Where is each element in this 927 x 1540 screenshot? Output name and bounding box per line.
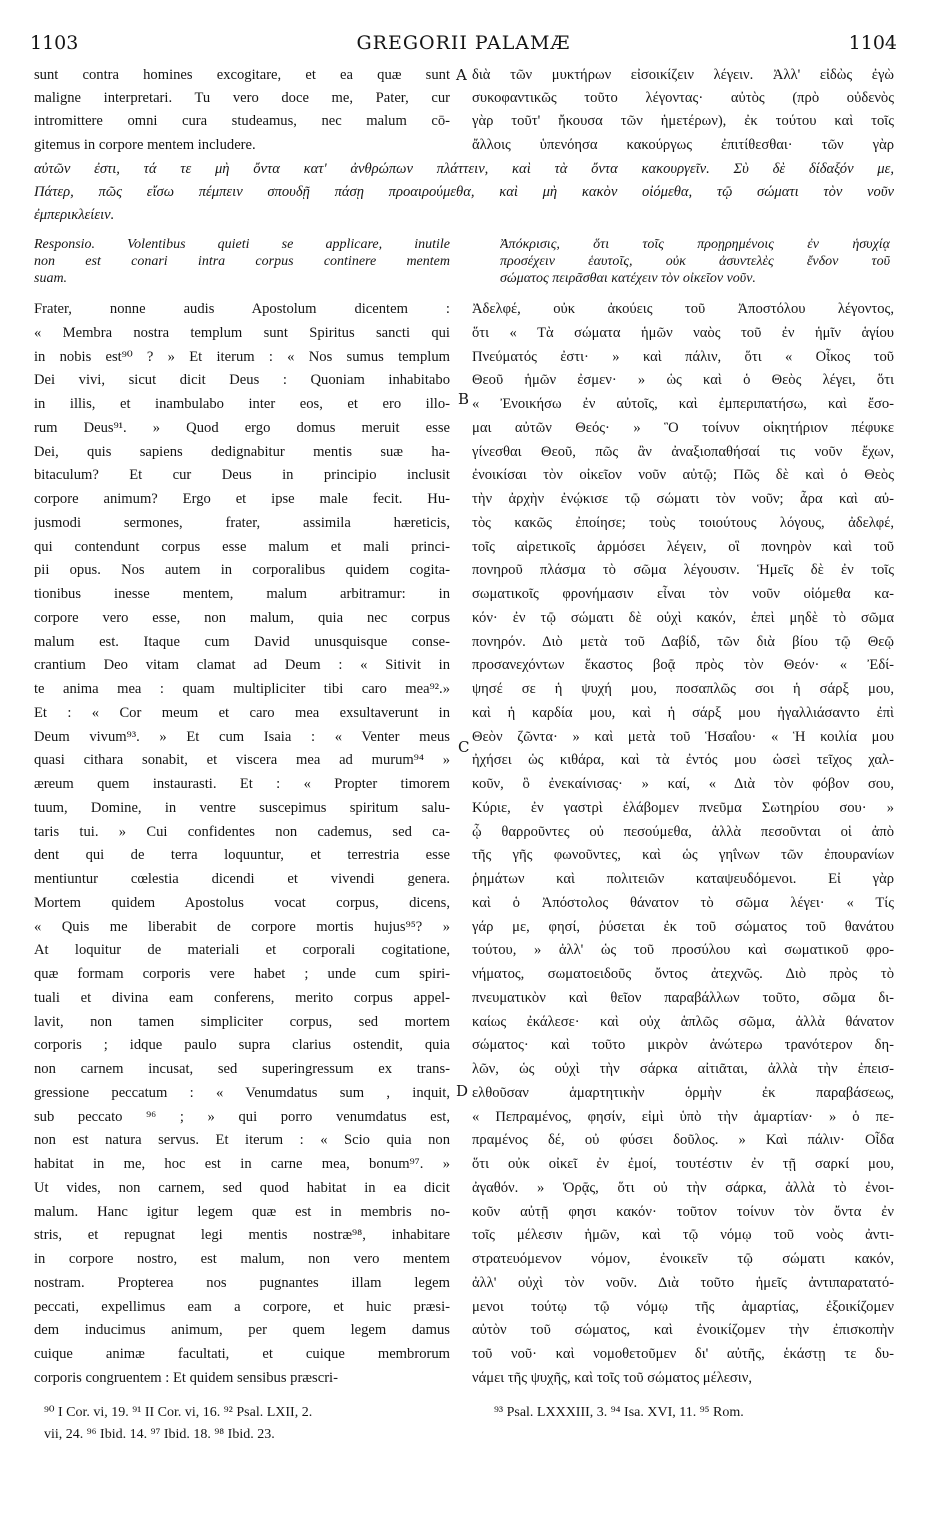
greek-question-continuation (34, 158, 894, 228)
text-line: σωματικοῖς φρονήμασιν εἶναι τὸν νοῦν οἰόμεθα κα- (472, 586, 894, 602)
text-line: καὶ ὁ Ἀπόστολος θάνατον τὸ σῶμα λέγει· « Τίς (472, 894, 894, 911)
text-line: pii opus. Nos autem in corporalibus quidem cogita- (34, 562, 450, 579)
text-line: Et : « Cor meum et caro mea exsultaverunt in (34, 704, 450, 721)
text-line: intromittere omni cura studeamus, nec malum cō- (34, 113, 450, 130)
text-line: dem inducimus animum, per quem legem damus (34, 1322, 450, 1339)
text-line: sub peccato ⁹⁶ ; » qui porro venumdatus est, (34, 1108, 450, 1125)
text-line: τοῦ νοῦ· καὶ νομοθετοῦμεν δι' αὐτῆς, ἑκάστῃ τε δυ- (472, 1346, 894, 1362)
text-line: νήματος, σωματοειδοῦς ὄντος ἀτεχνῶς. Διὸ πρὸς τὸ (472, 966, 894, 982)
text-line: ῥημάτων καὶ πολιτειῶν καταψευδόμενοι. Εἰ γὰρ (472, 871, 894, 887)
text-line: στρατευόμενον νόμον, ἐνοικεῖν τῷ σώματι κακόν, (472, 1251, 894, 1267)
text-line: γάρ με, φησί, ῥύσεται ἐκ τοῦ σώματος τοῦ θανάτου (472, 918, 894, 935)
text-line: ἀλλ' οὐχὶ τὸν νοῦν. Διὰ τοῦτο ἡμεῖς ἀντιπαρατατό- (472, 1274, 894, 1291)
text-line: Responsio. Volentibus quieti se applicare, inutile (34, 237, 450, 252)
text-line: τοῖς αἱρετικοῖς ἁρμόσει λέγειν, οἳ πονηρὸν καὶ τοῦ (472, 538, 894, 555)
text-line: corporis ; idque paulo supra clarius ostendit, quia (34, 1037, 450, 1054)
text-line: Ἀπόκρισις, ὅτι τοῖς προῃρημένοις ἐν ἡσυχίᾳ (500, 237, 890, 252)
text-line: stris, et repugnat legi mentis nostræ⁹⁸, inhabitare (34, 1227, 450, 1244)
text-line: καὶ ἡ καρδία μου, καὶ ἡ σάρξ μου ἠγαλλιάσαντο ἐπὶ (472, 704, 894, 721)
text-line: λῶν, ὡς οὐχὶ τὴν σάρκα αἰτιᾶται, ἀλλὰ τὴν ἐπεισ- (472, 1061, 894, 1077)
text-line: ᾧ θαρροῦντες οὐ πεσούμεθα, ἀλλὰ πεσοῦνται οἱ ἀπὸ (472, 823, 894, 840)
text-line: malum. Hanc igitur legem quæ est in membris no- (34, 1203, 450, 1220)
text-line: taris tui. » Cui confidentes non cademus, sed ca- (34, 823, 450, 840)
text-line: προσέχειν ἑαυτοῖς, οὐκ ἀσυντελὲς ἔνδον τοῦ (500, 254, 890, 269)
text-line: mentiuntur cœlestia dicendi et vivendi genera. (34, 871, 450, 887)
text-line: tuali et divina eam conferens, merito corpus appel- (34, 989, 450, 1006)
greek-top-paragraph (472, 64, 894, 157)
text-line: ὅτι « Τὰ σώματα ἡμῶν ναὸς τοῦ ἐν ἡμῖν ἁγίου (472, 324, 894, 341)
text-line: Θεὸν ζῶντα· » καὶ μετὰ τοῦ Ἡσαΐου· « Ἡ κοιλία μου (472, 728, 894, 745)
margin-letter-c: C (458, 738, 470, 756)
text-line: nostram. Propterea nos pugnantes illam legem (34, 1274, 450, 1291)
text-line: in illis, et inambulabo inter eos, et ero illo- (34, 396, 450, 412)
text-line: corporis congruentem : Et quidem sensibus præscri- (34, 1369, 338, 1386)
text-line: αὐτῶν ἐστι, τά τε μὴ ὄντα κατ' ἀνθρώπων πλάττειν, καὶ τὰ ὄντα κακουργεῖν. Σὺ δὲ δίδαξόν με, (34, 161, 894, 177)
text-line: γίνεσθαι Θεοῦ, πῶς ἂν ἀναξιοπαθήσαί τις νοῦν ἔχων, (472, 443, 894, 460)
text-line: in corpore nostro, est malum, non vero mentem (34, 1251, 450, 1267)
text-line: προσανεχόντων ἕκαστος βοᾷ πρὸς τὸν Θεόν· « Ἐδί- (472, 657, 894, 674)
text-line: κόν· ἐν τῷ σώματι δὲ οὐχὶ κακόν, ἐπεὶ μηδὲ τὸ σῶμα (472, 609, 894, 626)
text-line: τοῖς μέλεσιν ἡμῶν, καὶ τῷ νόμῳ τοῦ νοὸς ἀντι- (472, 1227, 894, 1244)
text-line: ἠχήσει ὡς κιθάρα, καὶ τὰ ἐντός μου ὡσεὶ τεῖχος χαλ- (472, 752, 894, 769)
text-line: κοῦν, ὃ ἐνεκαίνισας· » καί, « Διὰ τὸν φόβον σου, (472, 776, 894, 792)
text-line: αὐτὸν τοῦ σώματος, καὶ ἐνοικίζομεν τὴν ἐπισκοπὴν (472, 1322, 894, 1339)
text-line: καίως ἐκάλεσε· καὶ οὐχ ἁπλῶς σῶμα, ἀλλὰ θάνατον (472, 1013, 894, 1030)
text-line: Ut vides, non carnem, sed quod habitat in ea dicit (34, 1179, 450, 1196)
text-line: te anima mea : quam multipliciter tibi caro mea⁹².» (34, 681, 450, 697)
text-line: corpore vero esse, non malum, quia nec corpus (34, 609, 450, 626)
text-line: πονηρόν. Διὸ μετὰ τοῦ Δαβίδ, τῶν διὰ βίου τῷ Θεῷ (472, 633, 894, 650)
text-line: τούτου, » ἀλλ' ὡς τοῦ προσύλου καὶ σωματικοῦ φρο- (472, 942, 894, 959)
text-line: μαι αὐτῶν Θεός· » Ὃ τοίνυν οἰκητήριον πέφυκε (472, 419, 894, 436)
text-line: συκοφαντικῶς τοῦτο λέγοντας· αὐτὸς (πρὸ οὐδενὸς (472, 90, 894, 107)
text-line: ἀγαθόν. » Ὁρᾷς, ὅτι οὐ τὴν σάρκα, ἀλλὰ τὸ ἐνοι- (472, 1179, 894, 1196)
text-line: τὸς κακῶς ἐποίησε; τοὺς τοιούτους λόγους, ἀδελφέ, (472, 514, 894, 531)
running-title: GREGORII PALAMÆ (356, 32, 571, 54)
text-line: νάμει τῆς ψυχῆς, καὶ τοῖς τοῦ σώματος μέλεσιν, (472, 1369, 752, 1386)
page-header (30, 32, 897, 62)
margin-letter-d: D (456, 1082, 469, 1100)
text-line: non est natura servus. Et iterum : « Scio quia non (34, 1132, 450, 1149)
text-line: « Πεπραμένος, φησίν, εἰμὶ ὑπὸ τὴν ἁμαρτίαν· » ὁ πε- (472, 1108, 894, 1125)
text-line: « Membra nostra templum sunt Spiritus sancti qui (34, 324, 450, 341)
text-line: lavit, non tamen simpliciter corpus, sed mortem (34, 1013, 450, 1030)
text-line: ἐνοικίσαι τὸν οἰκεῖον νοῦν αὐτῷ; Πῶς δὲ καὶ ὁ Θεὸς (472, 467, 894, 484)
text-line: πνευματικὸν καὶ θεῖον παραβάλλων τοῦτο, σῶμα δι- (472, 989, 894, 1006)
text-line: Dei vivi, sicut dicit Deus : Quoniam inhabitabo (34, 372, 450, 389)
text-line: Ἀδελφέ, οὐκ ἀκούεις τοῦ Ἀποστόλου λέγοντος, (472, 301, 894, 317)
text-line: τῆς γῆς φωνοῦντες, καὶ ὡς γηΐνων τῶν ἐπουρανίων (472, 847, 894, 864)
text-line: Dei, quis sapiens dedignabitur mentis suæ ha- (34, 443, 450, 460)
text-line: κοῦν αὐτῇ φησι κακόν· τοῦτον τοίνυν τὸν ὄντα ἐν (472, 1203, 894, 1220)
margin-letter-a: A (456, 66, 467, 84)
page-number-left: 1103 (30, 32, 79, 54)
text-line: cuique animæ facultati, et cuique membrorum (34, 1346, 450, 1362)
text-line: dent qui de terra loquuntur, et terrestria esse (34, 847, 450, 864)
text-line: sunt contra homines excogitare, et ea quæ sunt (34, 67, 450, 83)
greek-response-heading (500, 236, 890, 287)
text-line: ⁹³ Psal. LXXXIII, 3. ⁹⁴ Isa. XVI, 11. ⁹⁵ Rom. (494, 1405, 744, 1420)
text-line: ἄλλοις ὑπενόησα κακούργως ἐπιτίθεσθαι· τῶν γὰρ (472, 136, 894, 153)
text-line: « Ἐνοικήσω ἐν αὐτοῖς, καὶ ἐμπεριπατήσω, καὶ ἔσο- (472, 396, 894, 412)
text-line: gitemus in corpore mentem includere. (34, 136, 256, 153)
text-line: « Quis me liberabit de corpore mortis hujus⁹⁵? » (34, 918, 450, 935)
text-line: non carnem incusat, sed superingressum ex trans- (34, 1061, 450, 1077)
text-line: Mortem quidem Apostolus vocat corpus, dicens, (34, 894, 450, 911)
text-line: ὅτι οὐκ οἰκεῖ ἐν ἐμοί, τουτέστιν ἐν τῇ σαρκί μου, (472, 1156, 894, 1172)
text-line: qui contendunt corpus esse malum et mali princi- (34, 538, 450, 555)
text-line: At loquitur de materiali et corporali cogitatione, (34, 942, 450, 959)
page-number-right: 1104 (848, 32, 897, 54)
text-line: suam. (34, 271, 68, 286)
text-line: Θεοῦ ἡμῶν ἐσμεν· » ὡς καὶ ὁ Θεὸς λέγει, ὅτι (472, 372, 894, 389)
text-line: ἐμπερικλείειν. (34, 207, 115, 224)
text-line: jusmodi sermones, frater, assimila hæreticis, (34, 514, 450, 531)
latin-top-paragraph (34, 64, 450, 157)
text-line: rum Deus⁹¹. » Quod ergo domus meruit esse (34, 419, 450, 436)
text-line: in nobis est⁹⁰ ? » Et iterum : « Nos sumus templum (34, 348, 450, 365)
text-line: vii, 24. ⁹⁶ Ibid. 14. ⁹⁷ Ibid. 18. ⁹⁸ Ibid. 23. (44, 1427, 275, 1442)
text-line: πραμένος δέ, οὐ φύσει δοῦλος. » Καὶ πάλιν· Οἶδα (472, 1132, 894, 1149)
text-line: gressione peccatum : « Venumdatus sum , inquit, (34, 1084, 450, 1101)
text-line: maligne interpretari. Tu vero doce me, Pater, cur (34, 90, 450, 107)
latin-response-heading (34, 236, 450, 287)
latin-body-text (34, 298, 450, 1391)
text-line: πονηροῦ πλάσμα τὸ σῶμα λέγουσιν. Ἡμεῖς δὲ ἐν τοῖς (472, 562, 894, 579)
greek-body-text (472, 298, 894, 1391)
text-line: γὰρ τοῦτ' ἤκουσα τῶν ἡμετέρων), ἐκ τούτου καὶ τοῖς (472, 113, 894, 130)
text-line: habitat in me, hoc est in carne mea, bonum⁹⁷. » (34, 1156, 450, 1172)
text-line: σώματος πειρᾶσθαι κατέχειν τὸν οἰκεῖον νοῦν. (500, 271, 756, 286)
text-line: quæ formam corporis vere habet ; unde cum spiri- (34, 966, 450, 982)
text-line: ⁹⁰ I Cor. vi, 19. ⁹¹ II Cor. vi, 16. ⁹² Psal. LXII, 2. (44, 1405, 313, 1420)
text-line: Κύριε, ἐν γαστρὶ ἐλάβομεν πνεῦμα Σωτηρίου σου· » (472, 799, 894, 816)
text-line: Πνεύματός ἐστι· » καὶ πάλιν, ὅτι « Οἶκος τοῦ (472, 348, 894, 365)
text-line: peccati, expellimus eam a corpore, et huic præsi- (34, 1298, 450, 1315)
text-line: Frater, nonne audis Apostolum dicentem : (34, 301, 450, 317)
text-line: crantium Deo vitam clamat ad Deum : « Sitivit in (34, 657, 450, 674)
footnotes-right (494, 1402, 904, 1424)
margin-letter-b: B (458, 390, 470, 408)
text-line: ψησέ σε ἡ ψυχή μου, ποσαπλῶς σοι ἡ σάρξ μου, (472, 681, 894, 697)
text-line: σώματος· καὶ τοῦτο μικρὸν ἀνώτερω τρανότερον δη- (472, 1037, 894, 1054)
text-line: μενοι τούτῳ τῷ νόμῳ τῆς ἁμαρτίας, ἐξοικίζομεν (472, 1298, 894, 1315)
text-line: Deum vivum⁹³. » Et cum Isaia : « Venter meus (34, 728, 450, 745)
text-line: quasi cithara sonabit, et viscera mea ad murum⁹⁴ » (34, 752, 450, 769)
text-line: tionibus inesse mentem, malum arbitramur: in (34, 586, 450, 602)
text-line: ελθοῦσαν ἁμαρτητικὴν ὁρμὴν ἐκ παραβάσεως, (472, 1084, 894, 1101)
text-line: malum est. Itaque cum David unusquisque conse- (34, 633, 450, 650)
text-line: non est conari intra corpus continere mentem (34, 254, 450, 269)
text-line: bitaculum? Et cur Deus in principio inclusit (34, 467, 450, 484)
text-line: διὰ τῶν μυκτήρων εἰσοικίζειν λέγειν. Ἀλλ' εἰδὼς ἐγὼ (472, 67, 894, 83)
text-line: Πάτερ, πῶς εἴσω πέμπειν σπουδῇ πάσῃ προαιρούμεθα, καὶ μὴ κακὸν οἰόμεθα, τῷ σώματι τὸν νοῦν (34, 184, 894, 201)
footnotes-left (44, 1402, 464, 1446)
text-line: corpore animum? Ergo et ipse male fecit. Hu- (34, 491, 450, 507)
text-line: τὴν ἀρχὴν ἐνῴκισε τῷ σώματι τὸν νοῦν; ἆρα καὶ αὐ- (472, 491, 894, 507)
text-line: tuum, Domine, in ventre suscepimus spiritum salu- (34, 799, 450, 816)
text-line: æreum quem instaurasti. Et : « Propter timorem (34, 776, 450, 792)
